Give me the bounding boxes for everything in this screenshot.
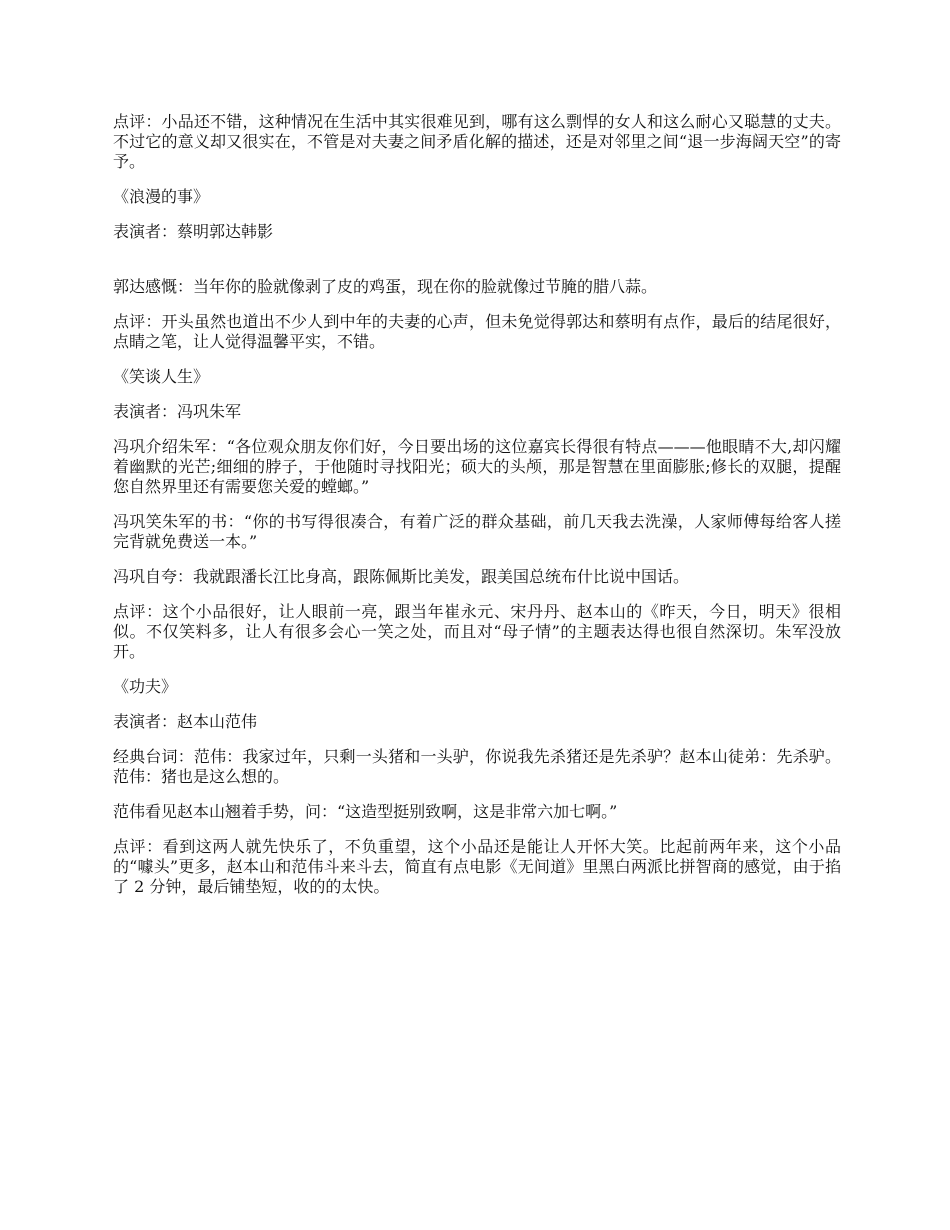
quote-paragraph: 范伟看见赵本山翘着手势，问：“这造型挺别致啊，这是非常六加七啊。” — [113, 802, 618, 821]
quote-paragraph: 冯巩笑朱军的书：“你的书写得很凑合，有着广泛的群众基础，前几天我去洗澡，人家师傅每给客人搓完背就免费送一本。” — [113, 512, 841, 551]
performers-line: 表演者：冯巩朱军 — [113, 402, 242, 421]
sketch-title: 《浪漫的事》 — [113, 187, 210, 206]
quote-paragraph: 经典台词：范伟：我家过年，只剩一头猪和一头驴，你说我先杀猪还是先杀驴？赵本山徒弟：先杀驴。范伟：猪也是这么想的。 — [113, 747, 841, 786]
sketch-title: 《功夫》 — [113, 677, 178, 696]
quote-paragraph: 冯巩自夸：我就跟潘长江比身高，跟陈佩斯比美发，跟美国总统布什比说中国话。 — [113, 567, 690, 586]
review-paragraph: 点评：看到这两人就先快乐了，不负重望，这个小品还是能让人开怀大笑。比起前两年来，这个小品的“噱头”更多，赵本山和范伟斗来斗去，简直有点电影《无间道》里黑白两派比拼智商的感觉，由于掐了 2 分钟，最后铺垫短，收的的太快。 — [113, 837, 841, 896]
document-body — [113, 112, 841, 912]
performers-line: 表演者：赵本山范伟 — [113, 712, 258, 731]
review-paragraph: 点评：这个小品很好，让人眼前一亮，跟当年崔永元、宋丹丹、赵本山的《昨天，今日，明天》很相似。不仅笑料多，让人有很多会心一笑之处，而且对“母子情”的主题表达得也很自然深切。朱军没放开。 — [113, 602, 841, 661]
sketch-title: 《笑谈人生》 — [113, 367, 210, 386]
review-paragraph: 点评：开头虽然也道出不少人到中年的夫妻的心声，但未免觉得郭达和蔡明有点作，最后的结尾很好，点睛之笔，让人觉得温馨平实，不错。 — [113, 312, 841, 351]
quote-paragraph: 冯巩介绍朱军：“各位观众朋友你们好，今日要出场的这位嘉宾长得很有特点———他眼睛不大,却闪耀着幽默的光芒;细细的脖子，于他随时寻找阳光；硕大的头颅，那是智慧在里面膨胀;修长的双腿，提醒您自然界里还有需要您关爱的螳螂。” — [113, 437, 841, 496]
performers-line: 表演者：蔡明郭达韩影 — [113, 222, 274, 241]
review-paragraph: 点评：小品还不错，这种情况在生活中其实很难见到，哪有这么剽悍的女人和这么耐心又聪慧的丈夫。不过它的意义却又很实在，不管是对夫妻之间矛盾化解的描述，还是对邻里之间“退一步海阔天空”的寄予。 — [113, 112, 841, 171]
quote-paragraph: 郭达感慨：当年你的脸就像剥了皮的鸡蛋，现在你的脸就像过节腌的腊八蒜。 — [113, 277, 658, 296]
